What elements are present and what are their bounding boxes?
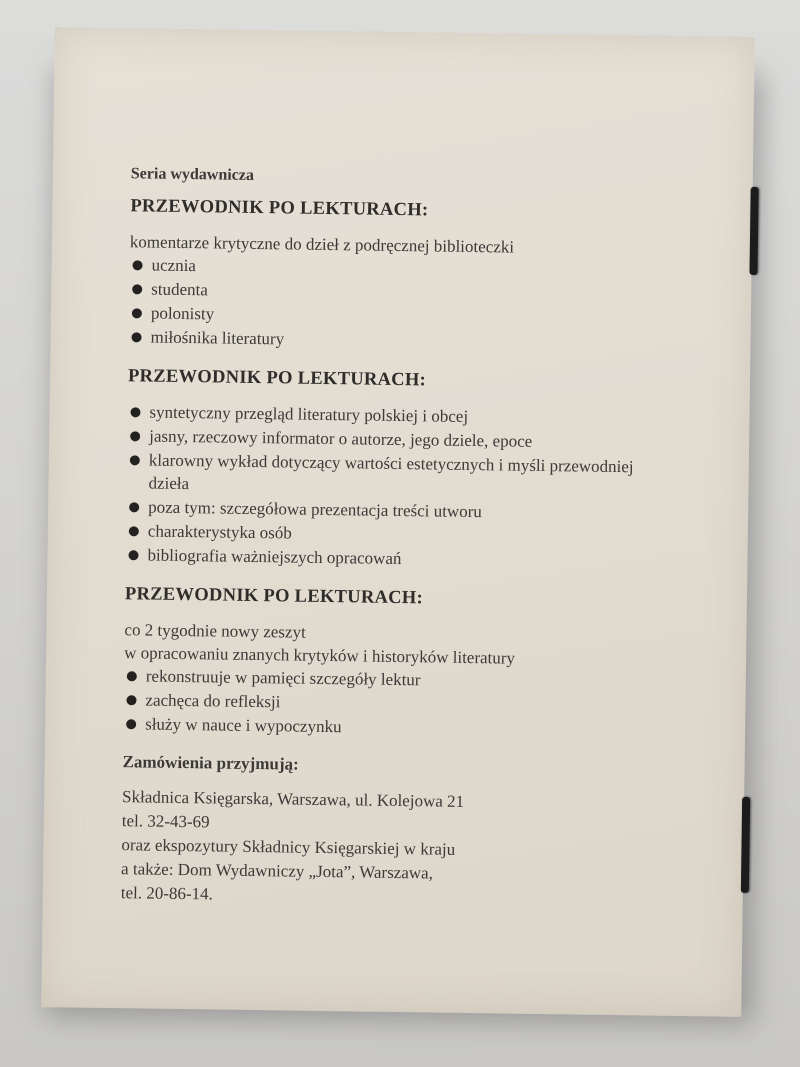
bullet-icon xyxy=(128,550,138,560)
bullet-icon xyxy=(132,284,142,294)
list-item: bibliografia ważniejszych opracowań xyxy=(125,543,665,574)
section-2-list xyxy=(125,400,667,574)
bullet-icon xyxy=(129,502,139,512)
list-item: służy w nauce i wypoczynku xyxy=(123,712,663,743)
cover-text xyxy=(121,162,671,912)
list-item: charakterystyka osób xyxy=(126,519,666,550)
section-3-intro-1: co 2 tygodnie nowy zeszyt xyxy=(124,620,306,642)
section-3-list xyxy=(123,664,664,743)
booklet-back-cover xyxy=(41,27,755,1017)
bullet-icon xyxy=(130,431,140,441)
staple-top xyxy=(749,187,758,275)
bullet-icon xyxy=(132,260,142,270)
list-item: klarowny wykład dotyczący wartości estetycznych i myśli przewodniej dzieła xyxy=(126,448,667,502)
list-item: poza tym: szczegółowa prezentacja treści utworu xyxy=(126,495,666,526)
list-item: polonisty xyxy=(129,301,669,332)
list-item: syntetyczny przegląd literatury polskiej i obcej xyxy=(127,400,667,431)
section-1-intro: komentarze krytyczne do dzieł z podręcznej biblioteczki xyxy=(129,232,515,257)
bullet-icon xyxy=(131,332,141,342)
address-line: Składnica Księgarska, Warszawa, ul. Kolejowa 21 xyxy=(122,787,465,811)
bullet-icon xyxy=(130,407,140,417)
address-line: a także: Dom Wydawniczy „Jota”, Warszawa, xyxy=(121,859,434,883)
address-line: oraz ekspozytury Składnicy Księgarskiej w kraju xyxy=(121,835,456,859)
list-item: jasny, rzeczowy informator o autorze, jego dziele, epoce xyxy=(127,424,667,455)
address-line: tel. 32-43-69 xyxy=(121,811,210,832)
staple-bottom xyxy=(741,797,750,893)
section-3-intro-2: w opracowaniu znanych krytyków i historyków literatury xyxy=(124,643,516,668)
section-3-heading: PRZEWODNIK PO LEKTURACH: xyxy=(124,584,424,609)
bullet-icon xyxy=(127,671,137,681)
bullet-icon xyxy=(130,455,140,465)
bullet-icon xyxy=(129,526,139,536)
bullet-icon xyxy=(132,308,142,318)
section-2-heading: PRZEWODNIK PO LEKTURACH: xyxy=(127,366,427,391)
list-item: zachęca do refleksji xyxy=(123,688,663,719)
bullet-icon xyxy=(126,719,136,729)
series-label: Seria wydawnicza xyxy=(130,165,255,184)
list-item: studenta xyxy=(129,277,669,308)
list-item: ucznia xyxy=(129,253,669,284)
bullet-icon xyxy=(126,695,136,705)
orders-address xyxy=(121,785,663,913)
list-item: miłośnika literatury xyxy=(128,325,668,356)
orders-title: Zamówienia przyjmują: xyxy=(122,752,299,774)
address-line: tel. 20-86-14. xyxy=(120,883,213,904)
section-1-heading: PRZEWODNIK PO LEKTURACH: xyxy=(130,196,429,221)
section-1-list xyxy=(128,253,669,356)
list-item: rekonstruuje w pamięci szczegóły lektur xyxy=(124,664,664,695)
